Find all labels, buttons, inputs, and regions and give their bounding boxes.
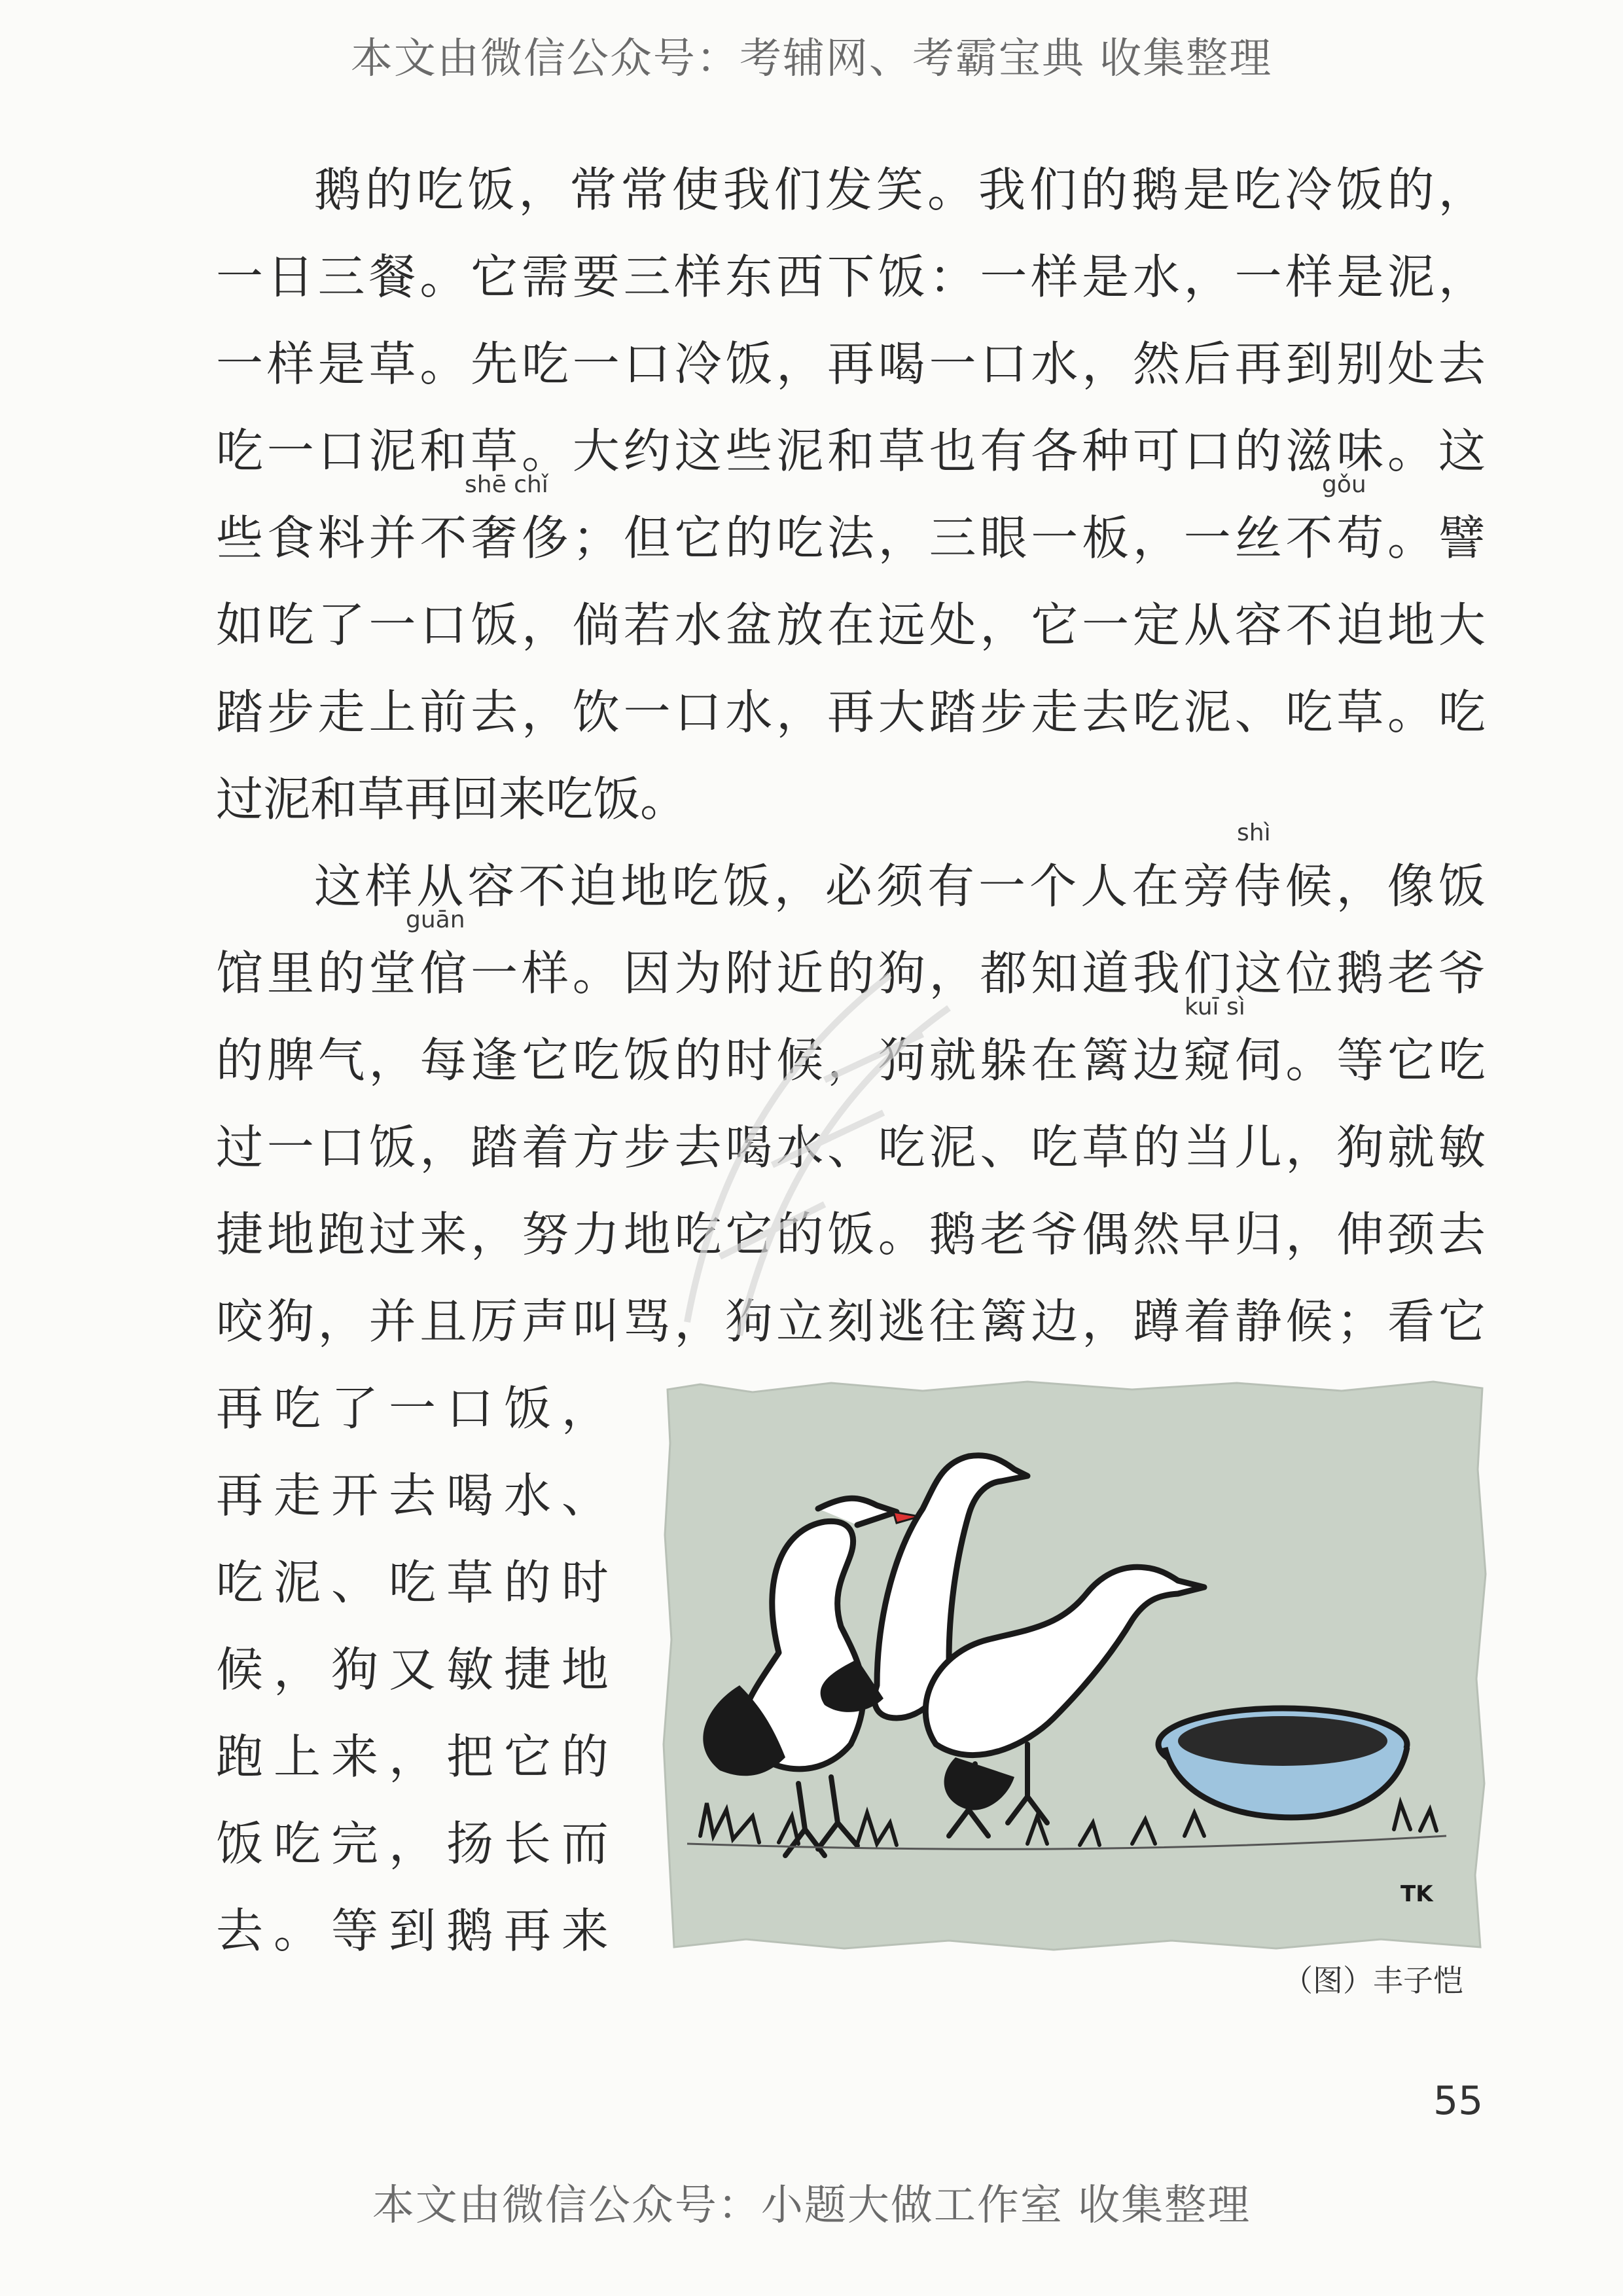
text-line: 过泥和草再回来吃饭。: [216, 772, 688, 827]
text-line: 些 食 料 并 不 奢 侈 ； 但 它 的 吃 法 ， 三 眼 一 板 ， 一 丝 不 苟 。 譬: [216, 511, 1486, 565]
text-line-short: 再 走 开 去 喝 水 、: [216, 1468, 609, 1523]
text-line: 馆 里 的 堂 倌 一 样 。 因 为 附 近 的 狗 ， 都 知 道 我 们 这 位 鹅 老 爷: [216, 946, 1486, 1001]
text-line: 的 脾 气 ， 每 逢 它 吃 饭 的 时 候 ， 狗 就 躲 在 篱 边 窥 伺 。 等 它 吃: [216, 1033, 1486, 1088]
illustration-signature: TK: [1400, 1881, 1433, 1907]
pinyin-annotation: shē chǐ: [465, 471, 548, 498]
text-line: 鹅 的 吃 饭 ， 常 常 使 我 们 发 笑 。 我 们 的 鹅 是 吃 冷 饭 的 ，: [314, 162, 1486, 217]
text-line-short: 再 吃 了 一 口 饭 ，: [216, 1381, 609, 1436]
watermark-top: 本文由微信公众号：考辅网、考霸宝典 收集整理: [350, 35, 1273, 83]
text-line-short: 候 ， 狗 又 敏 捷 地: [216, 1642, 609, 1697]
pinyin-annotation: gǒu: [1322, 471, 1366, 498]
text-line-short: 跑 上 来 ， 把 它 的: [216, 1729, 609, 1784]
text-line: 一 日 三 餐 。 它 需 要 三 样 东 西 下 饭 ： 一 样 是 水 ， 一 样 是 泥 ，: [216, 249, 1486, 304]
watermark-bottom: 本文由微信公众号：小题大做工作室 收集整理: [372, 2181, 1251, 2230]
text-line: 过 一 口 饭 ， 踏 着 方 步 去 喝 水 、 吃 泥 、 吃 草 的 当 儿 ， 狗 就 敏: [216, 1120, 1486, 1175]
illustration-caption: （图）丰子恺: [1283, 1963, 1463, 1998]
text-line-short: 饭 吃 完 ， 扬 长 而: [216, 1816, 609, 1871]
text-line: 咬 狗 ， 并 且 厉 声 叫 骂 ， 狗 立 刻 逃 往 篱 边 ， 蹲 着 静 候 ； 看 它: [216, 1294, 1486, 1349]
text-line: 吃 一 口 泥 和 草 。 大 约 这 些 泥 和 草 也 有 各 种 可 口 的 滋 味 。 这: [216, 423, 1486, 478]
text-line: 如 吃 了 一 口 饭 ， 倘 若 水 盆 放 在 远 处 ， 它 一 定 从 容 不 迫 地 大: [216, 598, 1486, 653]
text-line: 一 样 是 草 。 先 吃 一 口 冷 饭 ， 再 喝 一 口 水 ， 然 后 再 到 别 处 去: [216, 336, 1486, 391]
geese-illustration: [661, 1378, 1489, 1954]
pinyin-annotation: kuī sì: [1185, 994, 1245, 1020]
pinyin-annotation: guān: [406, 906, 465, 933]
page-number: 55: [1433, 2078, 1484, 2124]
pinyin-annotation: shì: [1237, 819, 1271, 846]
text-line: 捷 地 跑 过 来 ， 努 力 地 吃 它 的 饭 。 鹅 老 爷 偶 然 早 归 ， 伸 颈 去: [216, 1207, 1486, 1262]
text-line-short: 去 。 等 到 鹅 再 来: [216, 1903, 609, 1958]
text-line: 这 样 从 容 不 迫 地 吃 饭 ， 必 须 有 一 个 人 在 旁 侍 候 ， 像 饭: [314, 859, 1486, 914]
text-line: 踏 步 走 上 前 去 ， 饮 一 口 水 ， 再 大 踏 步 走 去 吃 泥 、 吃 草 。 吃: [216, 685, 1486, 740]
text-line-short: 吃 泥 、 吃 草 的 时: [216, 1555, 609, 1610]
